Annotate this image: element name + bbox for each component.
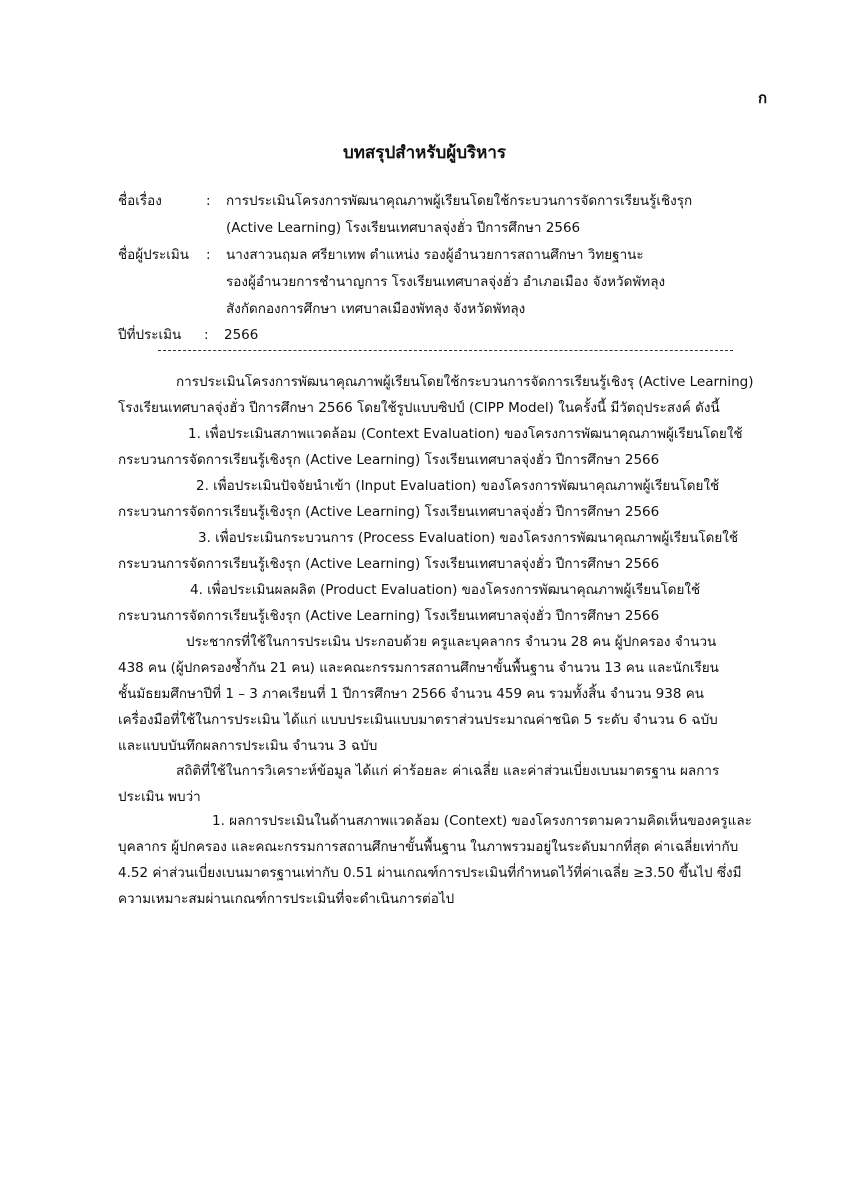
evaluator-label: ชื่อผู้ประเมิน [118,247,189,263]
result-1-line-2: บุคลากร ผู้ปกครอง และคณะกรรมการสถานศึกษาขั้นพื้นฐาน ในภาพรวมอยู่ในระดับมากที่สุด ค่าเฉลี่ยเท่ากับ [118,839,739,855]
statistics-line-1: สถิติที่ใช้ในการวิเคราะห์ข้อมูล ได้แก่ ค่าร้อยละ ค่าเฉลี่ย และค่าส่วนเบี่ยงเบนมาตรฐาน ผลการ [176,763,720,779]
population-line-3: ชั้นมัธยมศึกษาปีที่ 1 – 3 ภาคเรียนที่ 1 ปีการศึกษา 2566 จำนวน 459 คน รวมทั้งสิ้น จำนวน 938 คน [118,686,704,702]
objective-4-line-1: 4. เพื่อประเมินผลผลิต (Product Evaluation) ของโครงการพัฒนาคุณภาพผู้เรียนโดยใช้ [190,582,701,598]
evaluator-colon: : [206,247,211,263]
objective-2-line-1: 2. เพื่อประเมินปัจจัยนำเข้า (Input Evaluation) ของโครงการพัฒนาคุณภาพผู้เรียนโดยใช้ [196,478,720,494]
page-number: ก [758,89,768,107]
dashed-divider [158,350,733,351]
meta-evaluator [118,242,778,323]
evaluator-line-3: สังกัดกองการศึกษา เทศบาลเมืองพัทลุง จังหวัดพัทลุง [226,301,526,317]
population-line-4: เครื่องมือที่ใช้ในการประเมิน ได้แก่ แบบประเมินแบบมาตราส่วนประมาณค่าชนิด 5 ระดับ จำนวน 6 ฉบับ [118,712,718,728]
topic-label: ชื่อเรื่อง [118,193,162,209]
topic-line-1: การประเมินโครงการพัฒนาคุณภาพผู้เรียนโดยใช้กระบวนการจัดการเรียนรู้เชิงรุก [226,193,693,209]
objective-4 [118,577,773,629]
statistics-line-2: ประเมิน พบว่า [118,789,201,805]
intro-line-2: โรงเรียนเทศบาลจุ่งฮั่ว ปีการศึกษา 2566 โดยใช้รูปแบบซิปป์ (CIPP Model) ในครั้งนี้ มีวัตถุประสงค์ ดังนี้ [118,400,720,416]
population-line-1: ประชากรที่ใช้ในการประเมิน ประกอบด้วย ครูและบุคลากร จำนวน 28 คน ผู้ปกครอง จำนวน [186,634,717,650]
meta-year [118,322,418,349]
year-value: 2566 [224,327,259,343]
evaluator-line-1: นางสาวนฤมล ศรียาเทพ ตำแหน่ง รองผู้อำนวยการสถานศึกษา วิทยฐานะ [226,247,644,263]
objective-1-line-1: 1. เพื่อประเมินสภาพแวดล้อม (Context Evaluation) ของโครงการพัฒนาคุณภาพผู้เรียนโดยใช้ [188,426,743,442]
intro-line-1: การประเมินโครงการพัฒนาคุณภาพผู้เรียนโดยใช้กระบวนการจัดการเรียนรู้เชิงรุ (Active Learning) [176,374,754,390]
year-colon: : [204,327,209,343]
result-1-paragraph [118,808,773,912]
objective-3 [118,525,773,577]
intro-paragraph [118,369,773,421]
objective-4-line-2: กระบวนการจัดการเรียนรู้เชิงรุก (Active Learning) โรงเรียนเทศบาลจุ่งฮั่ว ปีการศึกษา 2566 [118,608,660,624]
meta-topic [118,188,778,242]
result-1-line-3: 4.52 ค่าส่วนเบี่ยงเบนมาตรฐานเท่ากับ 0.51 ผ่านเกณฑ์การประเมินที่กำหนดไว้ที่ค่าเฉลี่ย ≥3.50 ขึ้นไป ซึ่งมี [118,865,742,881]
statistics-paragraph [118,758,773,810]
population-paragraph [118,629,773,759]
population-line-2: 438 คน (ผู้ปกครองซ้ำกัน 21 คน) และคณะกรรมการสถานศึกษาขั้นพื้นฐาน จำนวน 13 คน และนักเรียน [118,660,719,676]
topic-line-2: (Active Learning) โรงเรียนเทศบาลจุ่งฮั่ว ปีการศึกษา 2566 [226,220,581,236]
topic-colon: : [206,193,211,209]
evaluator-line-2: รองผู้อำนวยการชำนาญการ โรงเรียนเทศบาลจุ่งฮั่ว อำเภอเมือง จังหวัดพัทลุง [226,274,666,290]
year-label: ปีที่ประเมิน [118,327,182,343]
page-title: บทสรุปสำหรับผู้บริหาร [342,143,507,163]
objective-2-line-2: กระบวนการจัดการเรียนรู้เชิงรุก (Active Learning) โรงเรียนเทศบาลจุ่งฮั่ว ปีการศึกษา 2566 [118,504,660,520]
objective-3-line-2: กระบวนการจัดการเรียนรู้เชิงรุก (Active Learning) โรงเรียนเทศบาลจุ่งฮั่ว ปีการศึกษา 2566 [118,556,660,572]
objective-1-line-2: กระบวนการจัดการเรียนรู้เชิงรุก (Active Learning) โรงเรียนเทศบาลจุ่งฮั่ว ปีการศึกษา 2566 [118,452,660,468]
objective-3-line-1: 3. เพื่อประเมินกระบวนการ (Process Evaluation) ของโครงการพัฒนาคุณภาพผู้เรียนโดยใช้ [198,530,739,546]
objective-1 [118,421,773,473]
result-1-line-4: ความเหมาะสมผ่านเกณฑ์การประเมินที่จะดำเนินการต่อไป [118,891,455,907]
objective-2 [118,473,773,525]
population-line-5: และแบบบันทึกผลการประเมิน จำนวน 3 ฉบับ [118,738,378,754]
result-1-line-1: 1. ผลการประเมินในด้านสภาพแวดล้อม (Context) ของโครงการตามความคิดเห็นของครูและ [212,813,752,829]
